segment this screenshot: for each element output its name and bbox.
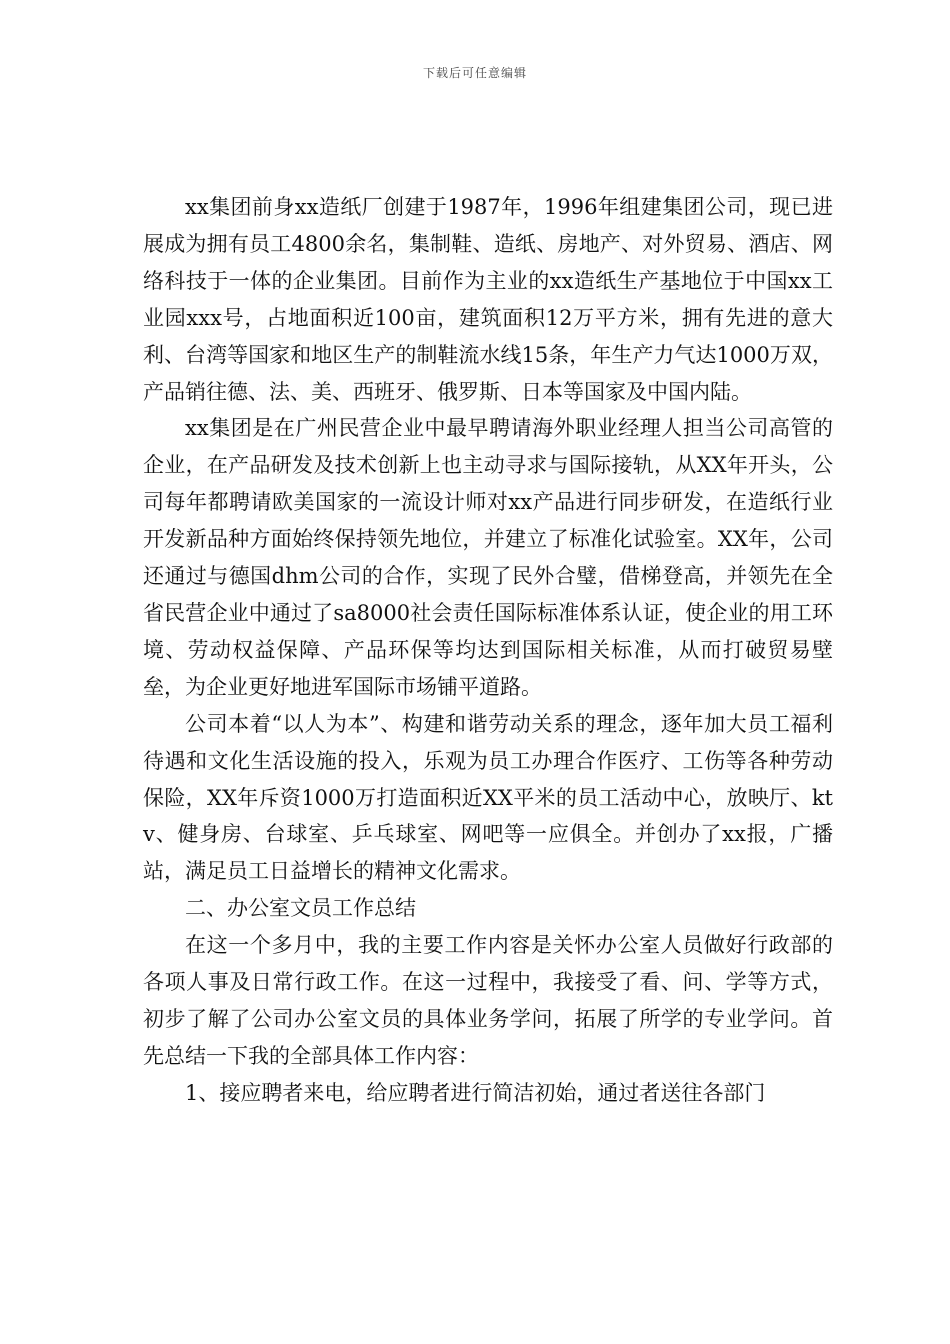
paragraph-work-summary: 在这一个多月中，我的主要工作内容是关怀办公室人员做好行政部的各项人事及日常行政工作。在这一过程中，我接受了看、问、学等方式，初步了解了公司办公室文员的具体业务学问，拓展了所学的专业学问。首先总结一下我的全部具体工作内容： [143,933,833,1068]
paragraph-task-1: 1、接应聘者来电，给应聘者进行简洁初始，通过者送往各部门 [185,1080,766,1105]
section-heading: 二、办公室文员工作总结 [185,896,416,921]
paragraph-company-intro: xx集团前身xx造纸厂创建于1987年，1996年组建集团公司，现已进展成为拥有员工4800余名，集制鞋、造纸、房地产、对外贸易、酒店、网络科技于一体的企业集团。目前作为主业的xx造纸生产基地位于中国xx工业园xxx号，占地面积近100亩，建筑面积12万平方米，拥有先进的意大利、台湾等国家和地区生产的制鞋流水线15条，年生产力气达1000万双，产品销往德、法、美、西班牙、俄罗斯、日本等国家及中国内陆。 [143,195,833,404]
document-body [143,189,833,1112]
header-note: 下载后可任意编辑 [422,66,527,80]
paragraph-rd-innovation: xx集团是在广州民营企业中最早聘请海外职业经理人担当公司高管的企业，在产品研发及技术创新上也主动寻求与国际接轨，从XX年开头，公司每年都聘请欧美国家的一流设计师对xx产品进行同步研发，在造纸行业开发新品种方面始终保持领先地位，并建立了标准化试验室。XX年，公司还通过与德国dhm公司的合作，实现了民外合璧，借梯登高，并领先在全省民营企业中通过了sa8000社会责任国际标准体系认证，使企业的用工环境、劳动权益保障、产品环保等均达到国际相关标准，从而打破贸易壁垒，为企业更好地进军国际市场铺平道路。 [143,416,833,699]
paragraph-employee-welfare: 公司本着“以人为本”、构建和谐劳动关系的理念，逐年加大员工福利待遇和文化生活设施的投入，乐观为员工办理合作医疗、工伤等各种劳动保险，XX年斥资1000万打造面积近XX平米的员工活动中心，放映厅、ktv、健身房、台球室、乒乓球室、网吧等一应俱全。并创办了xx报，广播站，满足员工日益增长的精神文化需求。 [143,711,833,884]
